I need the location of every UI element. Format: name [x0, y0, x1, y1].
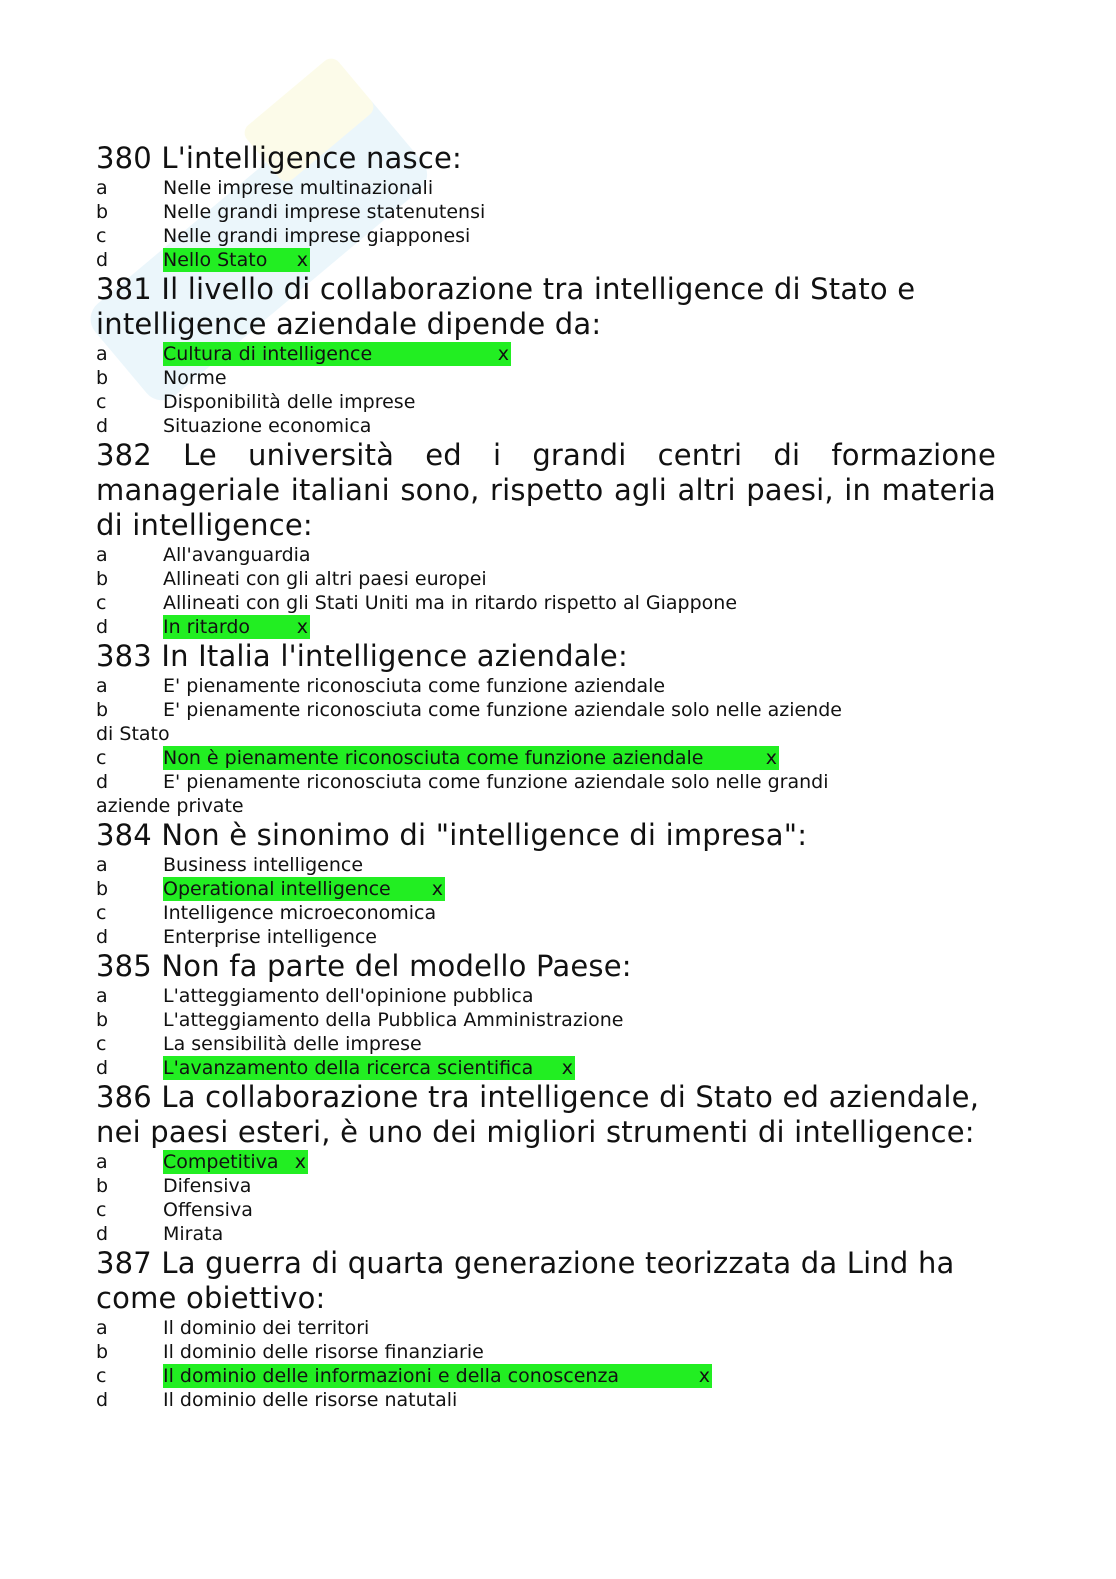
- option-text: Disponibilità delle imprese: [163, 391, 416, 413]
- option-letter: d: [96, 1057, 109, 1079]
- option-letter: b: [96, 367, 109, 389]
- answer-option: [96, 746, 996, 770]
- question-block: [96, 639, 996, 818]
- correct-mark: x: [431, 878, 443, 900]
- option-text: Nello Stato: [163, 249, 268, 271]
- option-text: Cultura di intelligence: [163, 343, 373, 365]
- answer-option: [96, 390, 996, 414]
- answer-option: [96, 1008, 996, 1032]
- correct-answer-highlight: [163, 615, 310, 639]
- option-letter: a: [96, 544, 108, 566]
- question-text: L'intelligence nasce:: [161, 141, 462, 175]
- answer-option: [96, 674, 996, 698]
- option-text: Offensiva: [163, 1199, 253, 1221]
- option-letter: d: [96, 249, 109, 271]
- option-text: In ritardo: [163, 616, 251, 638]
- correct-answer-highlight: [163, 877, 445, 901]
- answer-option: [96, 591, 996, 615]
- option-letter: a: [96, 985, 108, 1007]
- answer-option: [96, 1388, 996, 1412]
- option-text: E' pienamente riconosciuta come funzione aziendale solo nelle grandi: [163, 771, 829, 793]
- correct-answer-highlight: [163, 248, 310, 272]
- option-text: L'avanzamento della ricerca scientifica: [163, 1057, 534, 1079]
- option-text: Situazione economica: [163, 415, 372, 437]
- option-text: Allineati con gli Stati Uniti ma in ritardo rispetto al Giappone: [163, 592, 738, 614]
- question-title: [96, 272, 996, 342]
- answer-option: [96, 248, 996, 272]
- question-number: 383: [96, 639, 152, 673]
- answer-option: [96, 877, 996, 901]
- correct-mark: x: [294, 1151, 306, 1173]
- question-block: [96, 141, 996, 272]
- correct-answer-highlight: [163, 342, 511, 366]
- question-number: 381: [96, 272, 152, 306]
- option-letter: d: [96, 1223, 109, 1245]
- option-text: Il dominio delle informazioni e della conoscenza: [163, 1365, 620, 1387]
- answer-option: [96, 698, 996, 746]
- correct-answer-highlight: [163, 1364, 712, 1388]
- correct-mark: x: [296, 249, 308, 271]
- option-letter: c: [96, 391, 107, 413]
- question-block: [96, 1080, 996, 1246]
- option-letter: a: [96, 177, 108, 199]
- option-letter: c: [96, 1033, 107, 1055]
- option-text: Norme: [163, 367, 227, 389]
- option-text: E' pienamente riconosciuta come funzione aziendale: [163, 675, 666, 697]
- correct-mark: x: [497, 343, 509, 365]
- question-number: 380: [96, 141, 152, 175]
- option-text: Competitiva: [163, 1151, 279, 1173]
- option-text: Nelle grandi imprese giapponesi: [163, 225, 471, 247]
- option-letter: a: [96, 1151, 108, 1173]
- option-text: Business intelligence: [163, 854, 364, 876]
- question-block: [96, 272, 996, 438]
- correct-mark: x: [765, 747, 777, 769]
- question-text: Non è sinonimo di "intelligence di impresa":: [161, 818, 808, 852]
- option-letter: a: [96, 675, 108, 697]
- option-text: Il dominio delle risorse finanziarie: [163, 1341, 484, 1363]
- option-letter: b: [96, 1341, 109, 1363]
- option-letter: a: [96, 854, 108, 876]
- option-letter: d: [96, 1389, 109, 1411]
- option-letter: c: [96, 225, 107, 247]
- option-text-continuation: di Stato: [96, 723, 170, 745]
- option-text: Enterprise intelligence: [163, 926, 378, 948]
- question-number: 387: [96, 1246, 152, 1280]
- answer-option: [96, 543, 996, 567]
- option-letter: c: [96, 1365, 107, 1387]
- question-block: [96, 438, 996, 639]
- correct-answer-highlight: [163, 746, 779, 770]
- answer-option: [96, 1364, 996, 1388]
- option-text: La sensibilità delle imprese: [163, 1033, 422, 1055]
- answer-option: [96, 414, 996, 438]
- option-letter: d: [96, 616, 109, 638]
- answer-option: [96, 200, 996, 224]
- correct-mark: x: [561, 1057, 573, 1079]
- option-letter: b: [96, 1009, 109, 1031]
- question-text: Il livello di collaborazione tra intelligence di Stato e intelligence aziendale dipende da:: [96, 272, 916, 341]
- option-text: Mirata: [163, 1223, 224, 1245]
- option-text-continuation: aziende private: [96, 795, 244, 817]
- question-list: [96, 141, 996, 1412]
- answer-option: [96, 366, 996, 390]
- option-letter: b: [96, 201, 109, 223]
- answer-option: [96, 615, 996, 639]
- question-text: Le università ed i grandi centri di formazione manageriale italiani sono, rispetto agli altri paesi, in materia di intelligence:: [96, 438, 996, 542]
- answer-option: [96, 901, 996, 925]
- question-number: 382: [96, 438, 152, 472]
- option-letter: d: [96, 771, 109, 793]
- option-letter: a: [96, 1317, 108, 1339]
- question-text: In Italia l'intelligence aziendale:: [161, 639, 628, 673]
- question-text: Non fa parte del modello Paese:: [161, 949, 632, 983]
- question-title: [96, 141, 996, 176]
- correct-mark: x: [698, 1365, 710, 1387]
- question-block: [96, 949, 996, 1080]
- option-letter: b: [96, 1175, 109, 1197]
- answer-option: [96, 925, 996, 949]
- answer-option: [96, 1222, 996, 1246]
- question-block: [96, 818, 996, 949]
- question-number: 384: [96, 818, 152, 852]
- option-text: Difensiva: [163, 1175, 252, 1197]
- question-title: [96, 1246, 996, 1316]
- answer-option: [96, 342, 996, 366]
- option-letter: d: [96, 415, 109, 437]
- answer-option: [96, 567, 996, 591]
- answer-option: [96, 1198, 996, 1222]
- question-number: 385: [96, 949, 152, 983]
- answer-option: [96, 224, 996, 248]
- question-title: [96, 949, 996, 984]
- option-letter: c: [96, 902, 107, 924]
- option-letter: b: [96, 878, 109, 900]
- question-block: [96, 1246, 996, 1412]
- option-text: Intelligence microeconomica: [163, 902, 437, 924]
- option-text: Il dominio dei territori: [163, 1317, 370, 1339]
- option-letter: c: [96, 747, 107, 769]
- answer-option: [96, 853, 996, 877]
- option-letter: b: [96, 568, 109, 590]
- option-letter: c: [96, 592, 107, 614]
- question-text: La guerra di quarta generazione teorizzata da Lind ha come obiettivo:: [96, 1246, 955, 1315]
- answer-option: [96, 984, 996, 1008]
- option-text: L'atteggiamento dell'opinione pubblica: [163, 985, 534, 1007]
- question-text: La collaborazione tra intelligence di Stato ed aziendale, nei paesi esteri, è uno dei migliori strumenti di intelligence:: [96, 1080, 980, 1149]
- option-text: Allineati con gli altri paesi europei: [163, 568, 487, 590]
- option-text: All'avanguardia: [163, 544, 311, 566]
- answer-option: [96, 770, 996, 818]
- question-number: 386: [96, 1080, 152, 1114]
- option-letter: a: [96, 343, 108, 365]
- question-title: [96, 1080, 996, 1150]
- answer-option: [96, 1174, 996, 1198]
- question-title: [96, 818, 996, 853]
- correct-answer-highlight: [163, 1056, 575, 1080]
- option-text: L'atteggiamento della Pubblica Amministrazione: [163, 1009, 624, 1031]
- option-text: Il dominio delle risorse natutali: [163, 1389, 458, 1411]
- option-letter: d: [96, 926, 109, 948]
- option-text: Operational intelligence: [163, 878, 391, 900]
- correct-mark: x: [296, 616, 308, 638]
- option-text: Nelle grandi imprese statenutensi: [163, 201, 486, 223]
- question-title: [96, 438, 996, 543]
- correct-answer-highlight: [163, 1150, 308, 1174]
- answer-option: [96, 1316, 996, 1340]
- option-letter: c: [96, 1199, 107, 1221]
- option-text: Nelle imprese multinazionali: [163, 177, 434, 199]
- option-text: E' pienamente riconosciuta come funzione aziendale solo nelle aziende: [163, 699, 842, 721]
- answer-option: [96, 1032, 996, 1056]
- answer-option: [96, 1056, 996, 1080]
- question-title: [96, 639, 996, 674]
- option-text: Non è pienamente riconosciuta come funzione aziendale: [163, 747, 704, 769]
- answer-option: [96, 1340, 996, 1364]
- option-letter: b: [96, 699, 109, 721]
- answer-option: [96, 176, 996, 200]
- answer-option: [96, 1150, 996, 1174]
